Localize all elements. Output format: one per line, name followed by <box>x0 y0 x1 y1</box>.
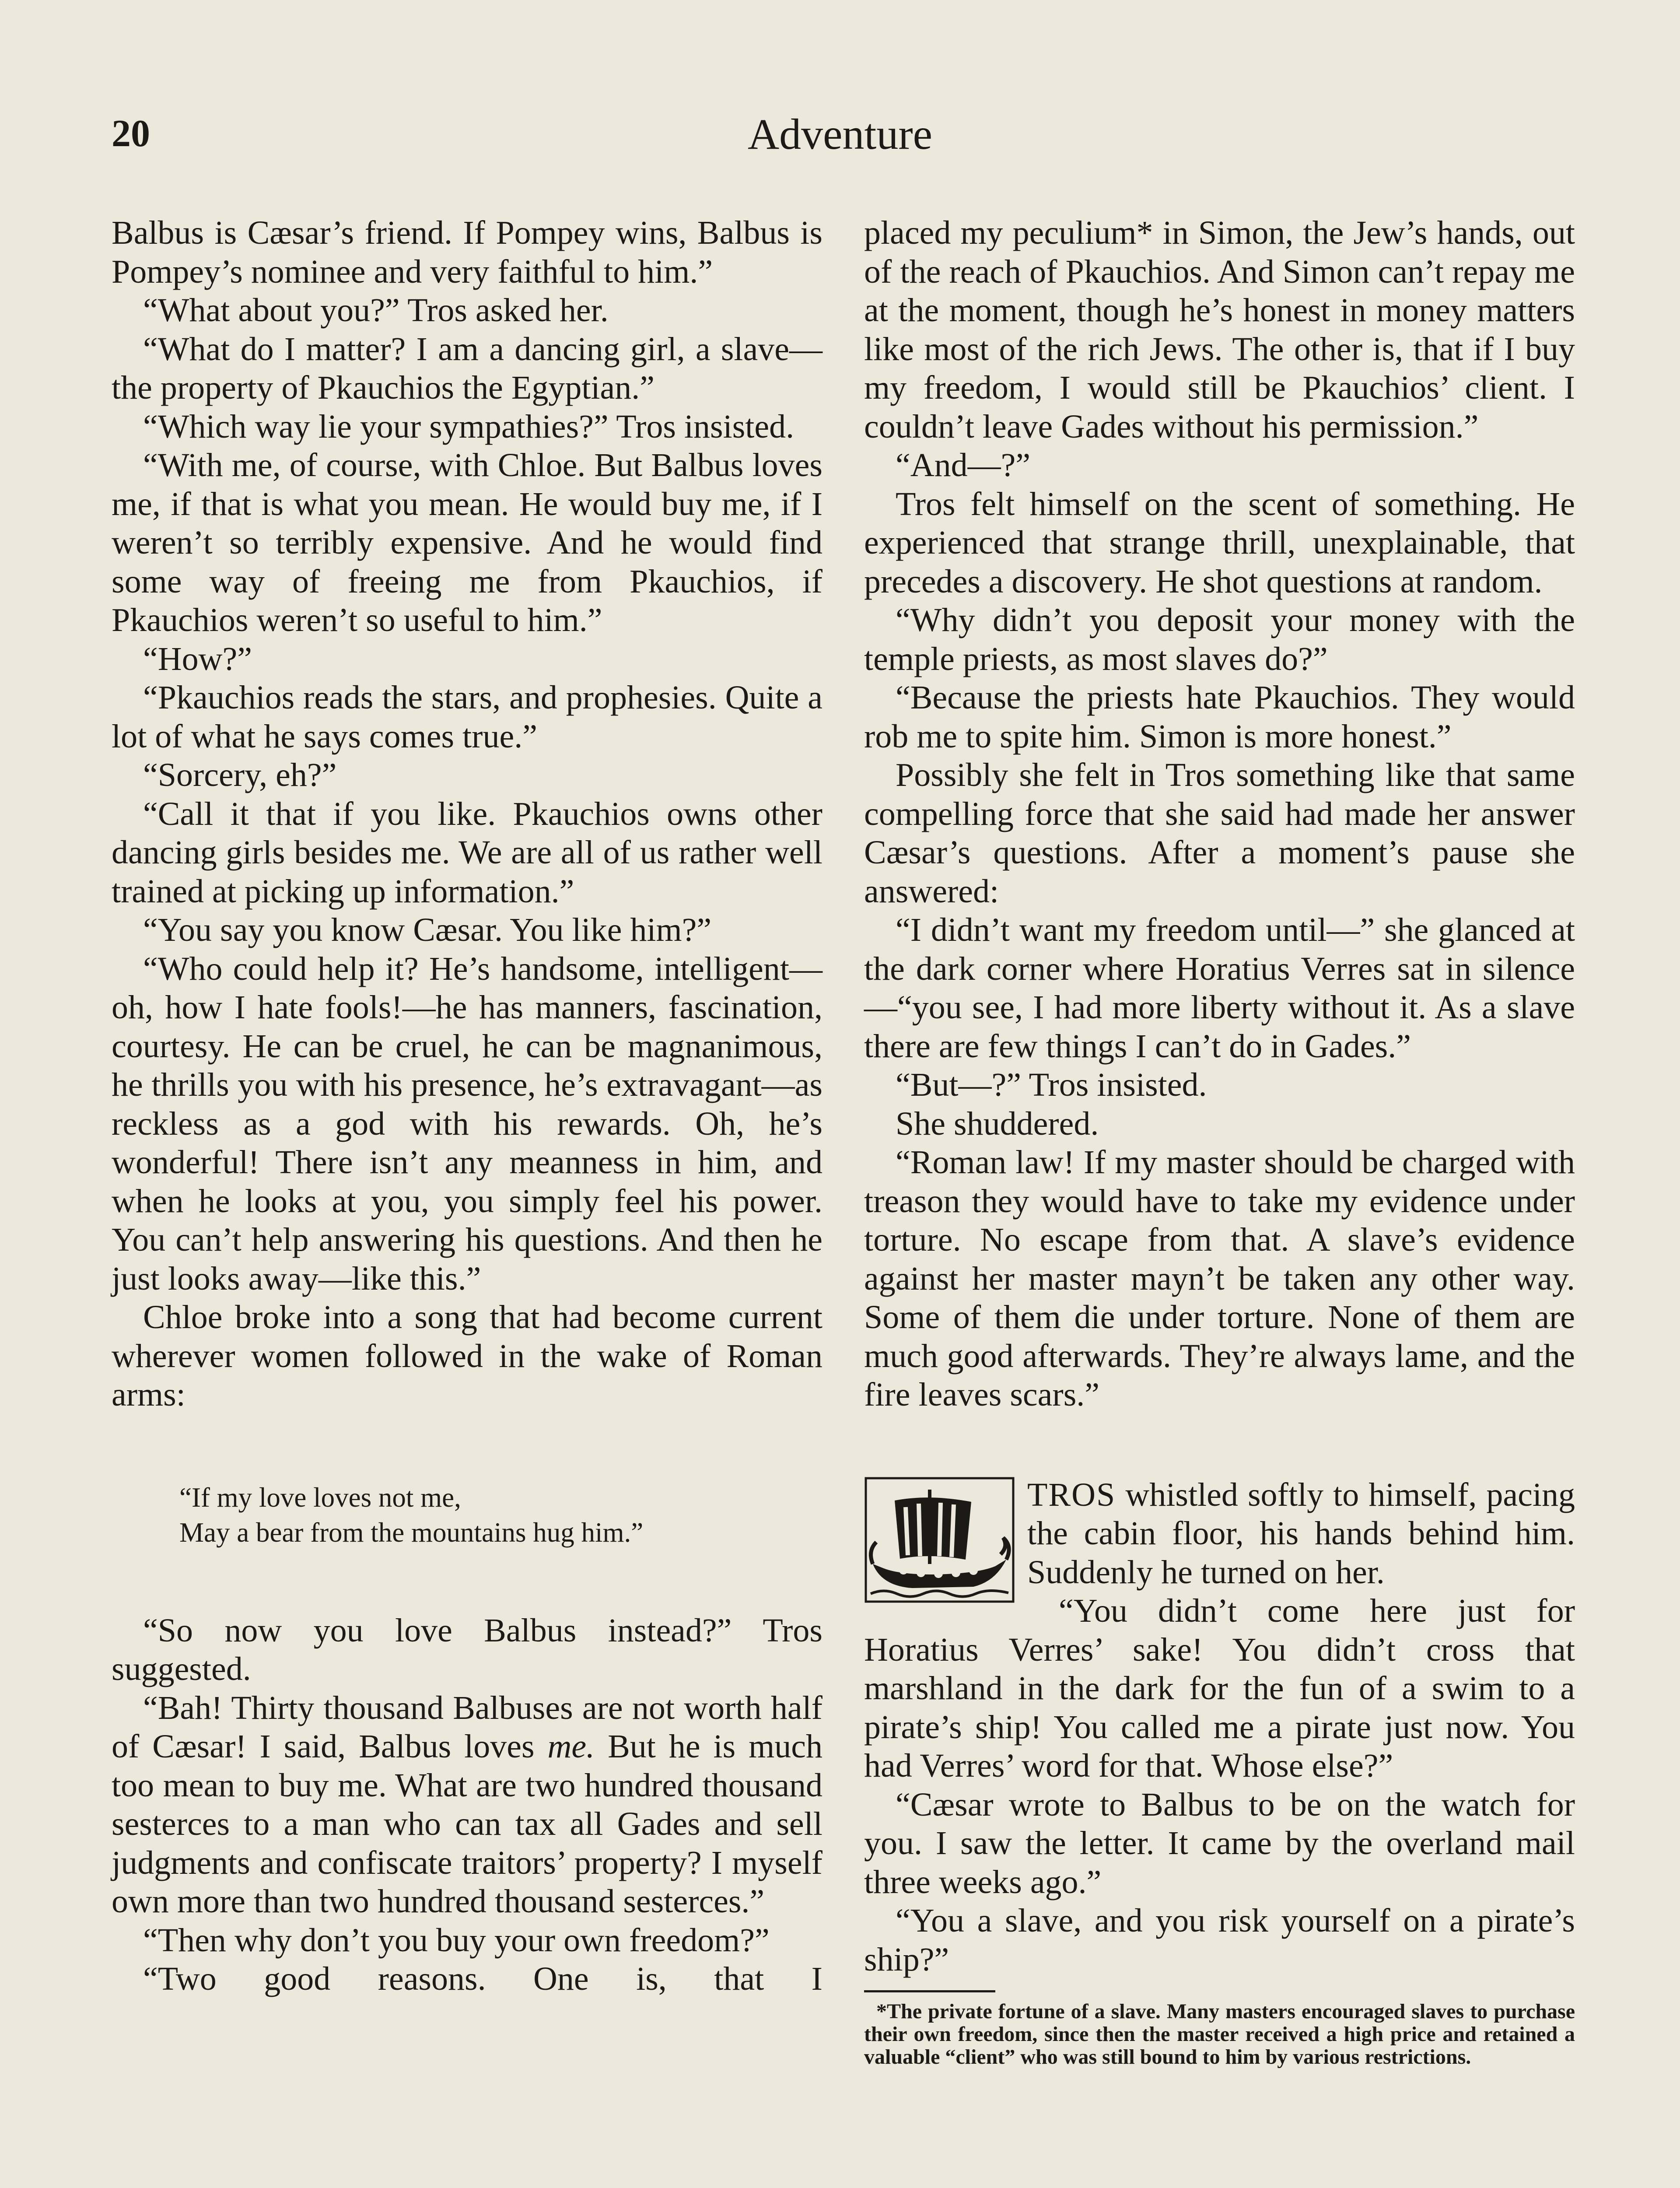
section-break <box>864 1476 1575 1592</box>
paragraph: “Which way lie your sympathies?” Tros insisted. <box>143 408 794 445</box>
running-title: Adventure <box>747 110 933 158</box>
paragraph: “So now you love Balbus instead?” Tros suggested. <box>112 1612 822 1687</box>
page-number: 20 <box>112 112 150 155</box>
paragraph: “You didn’t come here just for Horatius Verres’ sake! You didn’t cross that marshland in the dark for the fun of a swim to a pirate’s ship! You called me a pirate just now. You had Verres’ word for that. Whose else?” <box>864 1592 1575 1784</box>
paragraph: “What about you?” Tros asked her. <box>143 292 609 329</box>
paragraph: Chloe broke into a song that had become current wherever women followed in the wake of Roman arms: <box>112 1299 822 1413</box>
paragraph: “Pkauchios reads the stars, and prophesies. Quite a lot of what he says comes true.” <box>112 679 822 755</box>
emphasis: me. <box>547 1728 595 1765</box>
paragraph: Possibly she felt in Tros something like that same compelling force that she said had made her answer Cæsar’s questions. After a moment’s pause she answered: <box>864 757 1575 910</box>
paragraph: “Call it that if you like. Pkauchios owns other dancing girls besides me. We are all of us rather well trained at picking up information.” <box>112 795 822 910</box>
right-column <box>864 214 1575 2069</box>
viking-ship-icon <box>864 1476 1015 1603</box>
paragraph <box>112 1689 822 1921</box>
paragraph: She shuddered. <box>896 1105 1099 1142</box>
paragraph: “With me, of course, with Chloe. But Balbus loves me, if that is what you mean. He would buy me, if I weren’t so terribly expensive. And he would find some way of freeing me from Pkauchios, if Pkauchios weren’t so useful to him.” <box>112 447 822 638</box>
paragraph: “What do I matter? I am a dancing girl, a slave—the property of Pkauchios the Egyptian.” <box>112 330 822 406</box>
footnote: *The private fortune of a slave. Many masters encouraged slaves to purchase their own freedom, since then the master received a high price and retained a valuable “client” who was still bound to him by various restrictions. <box>864 2000 1575 2069</box>
verse-line: May a bear from the mountains hug him.” <box>179 1517 644 1548</box>
left-column <box>112 214 822 1999</box>
paragraph: Tros felt himself on the scent of something. He experienced that strange thrill, unexplainable, that precedes a discovery. He shot questions at random. <box>864 485 1575 600</box>
paragraph: “Two good reasons. One is, that I <box>143 1960 822 1997</box>
footnote-rule <box>864 1990 995 1992</box>
paragraph: “How?” <box>143 640 252 677</box>
paragraph: “Sorcery, eh?” <box>143 757 337 793</box>
paragraph-text: But he is much too mean to buy me. What are two hundred thousand sesterces to a man who can tax all Gades and sell judgments and confiscate traitors’ property? I myself own more than two hundred thousand sesterces.” <box>112 1728 823 1920</box>
section-initial-word: TROS <box>1027 1476 1116 1513</box>
paragraph: “Cæsar wrote to Balbus to be on the watch for you. I saw the letter. It came by the overland mail three weeks ago.” <box>864 1786 1575 1900</box>
page-header <box>112 112 1568 168</box>
paragraph: “Then why don’t you buy your own freedom?” <box>143 1922 770 1959</box>
paragraph: “And—?” <box>896 447 1031 484</box>
paragraph: “I didn’t want my freedom until—” she glanced at the dark corner where Horatius Verres sat in silence—“you see, I had more liberty without it. As a slave there are few things I can’t do in Gades.” <box>864 912 1575 1065</box>
paragraph: “Roman law! If my master should be charged with treason they would have to take my evidence under torture. No escape from that. A slave’s evidence against her master mayn’t be taken any other way. Some of them die under torture. None of them are much good afterwards. They’re always lame, and the fire leaves scars.” <box>864 1144 1575 1413</box>
paragraph-text: whistled softly to himself, pacing the cabin floor, his hands behind him. Suddenly he turned on her. <box>1027 1476 1575 1591</box>
verse-line: “If my love loves not me, <box>179 1482 461 1513</box>
paragraph: placed my peculium* in Simon, the Jew’s hands, out of the reach of Pkauchios. And Simon can’t repay me at the moment, though he’s honest in money matters like most of the rich Jews. The other is, that if I buy my freedom, I would still be Pkauchios’ client. I couldn’t leave Gades without his permission.” <box>864 214 1575 445</box>
paragraph: “Who could help it? He’s handsome, intelligent—oh, how I hate fools!—he has manners, fascination, courtesy. He can be cruel, he can be magnanimous, he thrills you with his presence, he’s extravagant—as reckless as a god with his rewards. Oh, he’s wonderful! There isn’t any meanness in him, and when he looks at you, you simply feel his power. You can’t help answering his questions. And then he just looks away—like this.” <box>112 950 822 1297</box>
paragraph: “You a slave, and you risk yourself on a pirate’s ship?” <box>864 1902 1575 1978</box>
paragraph: Balbus is Cæsar’s friend. If Pompey wins, Balbus is Pompey’s nominee and very faithful to him.” <box>112 214 822 290</box>
song-verse <box>179 1480 822 1550</box>
paragraph: “Why didn’t you deposit your money with the temple priests, as most slaves do?” <box>864 602 1575 677</box>
paragraph-text: “Bah! Thirty thousand Balbuses are not worth half of Cæsar! I said, Balbus loves <box>112 1689 822 1765</box>
paragraph: “But—?” Tros insisted. <box>896 1066 1207 1103</box>
paragraph: “You say you know Cæsar. You like him?” <box>143 912 712 948</box>
paragraph: “Because the priests hate Pkauchios. They would rob me to spite him. Simon is more honest.” <box>864 679 1575 755</box>
